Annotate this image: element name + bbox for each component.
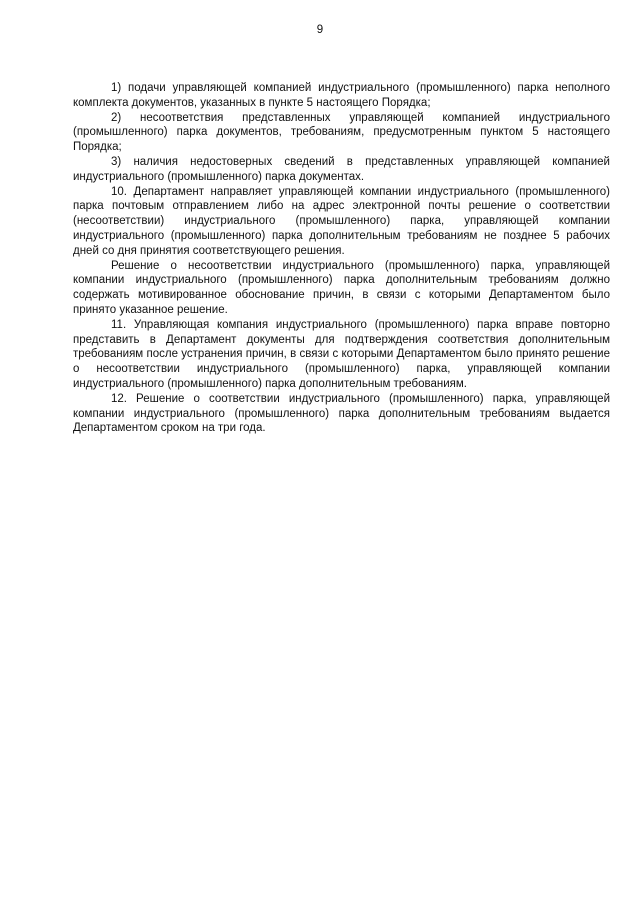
paragraph-clause-10: 10. Департамент направляет управляющей компании индустриального (промышленного) парка почтовым отправлением либо на адрес электронной почты решение о соответствии (несоответствии) индустриального (промышленного) парка, управляющей компании индустриального (промышленного) парка дополнительным требованиям не позднее 5 рабочих дней со дня принятия соответствующего решения. [73,185,610,257]
paragraph-item-3: 3) наличия недостоверных сведений в представленных управляющей компанией индустриального (промышленного) парка документах. [73,155,610,183]
paragraph-clause-11: 11. Управляющая компания индустриального (промышленного) парка вправе повторно представить в Департамент документы для подтверждения соответствия дополнительным требованиям после устранения причин, в связи с которыми Департаментом было принято решение о несоответствии индустриального (промышленного) парка, управляющей компании индустриального (промышленного) парка дополнительным требованиям. [73,318,610,390]
page-number: 9 [316,24,324,36]
paragraph-item-1: 1) подачи управляющей компанией индустриального (промышленного) парка неполного комплекта документов, указанных в пункте 5 настоящего Порядка; [73,82,610,109]
paragraph-clause-10-decision: Решение о несоответствии индустриального (промышленного) парка, управляющей компании индустриального (промышленного) парка дополнительным требованиям должно содержать мотивированное обоснование причин, в связи с которыми Департаментом было принято указанное решение. [73,259,610,316]
paragraph-item-2: 2) несоответствия представленных управляющей компанией индустриального (промышленного) парка документов, требованиям, предусмотренным пунктом 5 настоящего Порядка; [73,111,610,154]
document-body [73,81,610,436]
paragraph-clause-12: 12. Решение о соответствии индустриального (промышленного) парка, управляющей компании индустриального (промышленного) парка дополнительным требованиям выдается Департаментом сроком на три года. [73,392,610,435]
